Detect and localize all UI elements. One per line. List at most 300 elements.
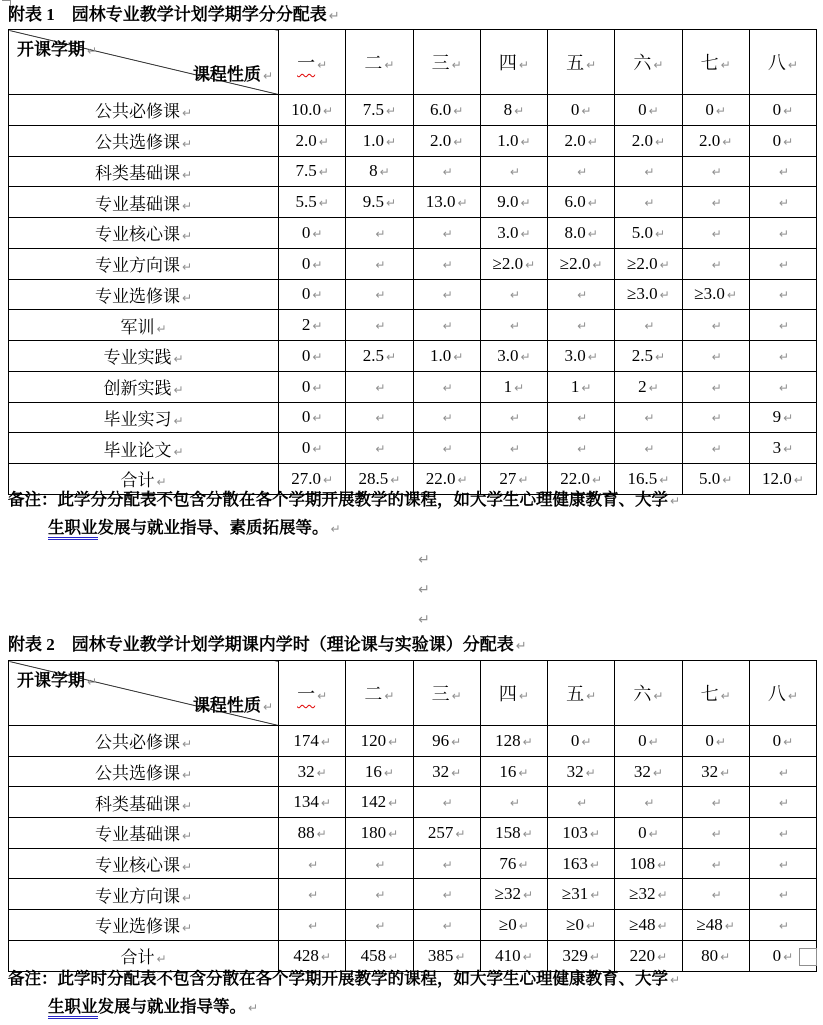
paragraph-mark-icon: ↵	[308, 857, 319, 872]
row-label-cell: 专业选修课 ↵	[9, 910, 279, 941]
paragraph-mark-icon: ↵	[711, 226, 722, 241]
paragraph-mark-icon: ↵	[711, 257, 722, 272]
row-label-cell: 科类基础课 ↵	[9, 156, 279, 187]
paragraph-mark-icon: ↵	[577, 165, 588, 180]
paragraph-mark-icon: ↵	[577, 319, 588, 334]
table-row	[9, 218, 817, 249]
value-cell: 0 ↵	[279, 341, 346, 372]
paragraph-mark-icon: ↵	[778, 380, 789, 395]
row-label-cell: 专业核心课 ↵	[9, 218, 279, 249]
empty-paragraph	[0, 575, 823, 605]
class-hours-distribution-table	[8, 660, 817, 972]
corner-top-label: 开课学期 ↵	[17, 40, 98, 59]
value-cell: 458 ↵	[346, 940, 413, 971]
paragraph-mark-icon: ↵	[451, 765, 462, 780]
row-label-cell: 公共必修课 ↵	[9, 95, 279, 126]
value-cell: 410 ↵	[480, 940, 547, 971]
paragraph-mark-icon: ↵	[312, 257, 323, 272]
value-cell	[682, 818, 749, 849]
value-cell: 9 ↵	[749, 402, 816, 433]
value-cell: 0 ↵	[749, 125, 816, 156]
paragraph-mark-icon: ↵	[385, 349, 397, 364]
paragraph-mark-icon: ↵	[181, 106, 193, 121]
paragraph-mark-icon: ↵	[375, 442, 386, 457]
paragraph-mark-icon: ↵	[262, 69, 273, 83]
value-cell: ≥3.0 ↵	[615, 279, 682, 310]
paragraph-mark-icon: ↵	[442, 380, 453, 395]
row-label-cell: 毕业论文 ↵	[9, 433, 279, 464]
value-cell	[413, 218, 480, 249]
paragraph-mark-icon: ↵	[181, 890, 193, 905]
paragraph-mark-icon: ↵	[320, 796, 331, 811]
paragraph-mark-icon: ↵	[711, 796, 722, 811]
value-cell: 158 ↵	[480, 818, 547, 849]
paragraph-mark-icon: ↵	[591, 472, 603, 487]
paragraph-mark-icon: ↵	[442, 411, 453, 426]
value-cell	[615, 310, 682, 341]
value-cell	[480, 156, 547, 187]
corner-bottom-label: 课程性质 ↵	[192, 65, 273, 84]
paragraph-mark-icon: ↵	[375, 857, 386, 872]
paragraph-mark-icon: ↵	[509, 319, 520, 334]
paragraph-mark-icon: ↵	[509, 288, 520, 303]
value-cell	[413, 156, 480, 187]
paragraph-mark-icon: ↵	[711, 411, 722, 426]
value-cell	[346, 879, 413, 910]
paragraph-mark-icon: ↵	[581, 380, 592, 395]
value-cell	[413, 310, 480, 341]
paragraph-mark-icon: ↵	[711, 319, 722, 334]
table2-note	[8, 966, 680, 1021]
paragraph-mark-icon: ↵	[711, 888, 722, 903]
table-row	[9, 756, 817, 787]
paragraph-mark-icon: ↵	[644, 442, 655, 457]
column-header-semester-8: 八 ↵	[749, 661, 816, 726]
value-cell	[682, 187, 749, 218]
paragraph-mark-icon: ↵	[711, 826, 722, 841]
value-cell	[682, 371, 749, 402]
paragraph-mark-icon: ↵	[514, 103, 525, 118]
table-row	[9, 310, 817, 341]
value-cell	[480, 402, 547, 433]
paragraph-mark-icon: ↵	[787, 689, 798, 703]
paragraph-mark-icon: ↵	[418, 612, 430, 628]
paragraph-mark-icon: ↵	[316, 826, 327, 841]
value-cell: ≥32 ↵	[615, 879, 682, 910]
paragraph-mark-icon: ↵	[652, 765, 663, 780]
row-label-cell: 专业方向课 ↵	[9, 879, 279, 910]
table-row	[9, 433, 817, 464]
grammar-underlined-text: 生职业	[48, 518, 98, 540]
paragraph-mark-icon: ↵	[453, 349, 464, 364]
paragraph-mark-icon: ↵	[518, 472, 529, 487]
paragraph-mark-icon: ↵	[778, 257, 789, 272]
value-cell: 32 ↵	[682, 756, 749, 787]
paragraph-mark-icon: ↵	[322, 103, 334, 118]
paragraph-mark-icon: ↵	[778, 888, 789, 903]
row-label-cell: 专业基础课 ↵	[9, 818, 279, 849]
value-cell: 2.5 ↵	[615, 341, 682, 372]
value-cell	[682, 310, 749, 341]
value-cell: ≥2.0 ↵	[480, 248, 547, 279]
paragraph-mark-icon: ↵	[587, 226, 598, 241]
value-cell: 1.0 ↵	[346, 125, 413, 156]
value-cell: 0 ↵	[279, 433, 346, 464]
paragraph-mark-icon: ↵	[659, 472, 670, 487]
paragraph-mark-icon: ↵	[181, 167, 193, 182]
paragraph-mark-icon: ↵	[778, 857, 789, 872]
value-cell: ≥3.0 ↵	[682, 279, 749, 310]
value-cell	[749, 341, 816, 372]
paragraph-mark-icon: ↵	[312, 319, 323, 334]
paragraph-mark-icon: ↵	[451, 734, 462, 749]
value-cell	[749, 787, 816, 818]
line-break-mark-icon: ↵	[670, 494, 681, 508]
paragraph-mark-icon: ↵	[659, 257, 670, 272]
value-cell: 8 ↵	[480, 95, 547, 126]
table-row	[9, 787, 817, 818]
paragraph-mark-icon: ↵	[783, 411, 794, 426]
paragraph-mark-icon: ↵	[388, 949, 399, 964]
value-cell	[548, 787, 615, 818]
paragraph-mark-icon: ↵	[451, 58, 462, 72]
value-cell	[749, 910, 816, 941]
paragraph-mark-icon: ↵	[312, 380, 323, 395]
value-cell	[749, 371, 816, 402]
paragraph-mark-icon: ↵	[173, 444, 184, 459]
paragraph-mark-icon: ↵	[181, 260, 193, 275]
paragraph-mark-icon: ↵	[585, 765, 596, 780]
value-cell: 32 ↵	[279, 756, 346, 787]
paragraph-mark-icon: ↵	[181, 768, 193, 783]
paragraph-mark-icon: ↵	[457, 472, 468, 487]
row-label-cell: 专业实践 ↵	[9, 341, 279, 372]
paragraph-mark-icon: ↵	[518, 857, 529, 872]
paragraph-mark-icon: ↵	[592, 257, 603, 272]
paragraph-mark-icon: ↵	[783, 949, 794, 964]
value-cell: 3.0 ↵	[480, 218, 547, 249]
paragraph-mark-icon: ↵	[518, 689, 529, 703]
paragraph-mark-icon: ↵	[181, 921, 193, 936]
value-cell: 9.0 ↵	[480, 187, 547, 218]
paragraph-mark-icon: ↵	[156, 952, 167, 967]
paragraph-mark-icon: ↵	[644, 796, 655, 811]
value-cell	[682, 787, 749, 818]
paragraph-mark-icon: ↵	[722, 134, 733, 149]
paragraph-mark-icon: ↵	[375, 319, 386, 334]
table-row	[9, 726, 817, 757]
row-label-cell: 合计 ↵	[9, 940, 279, 971]
paragraph-mark-icon: ↵	[375, 411, 386, 426]
paragraph-mark-icon: ↵	[577, 411, 588, 426]
column-header-semester-2: 二 ↵	[346, 661, 413, 726]
value-cell: 1 ↵	[480, 371, 547, 402]
paragraph-mark-icon: ↵	[523, 888, 534, 903]
paragraph-mark-icon: ↵	[156, 475, 167, 490]
paragraph-mark-icon: ↵	[173, 413, 184, 428]
paragraph-mark-icon: ↵	[778, 918, 789, 933]
paragraph-mark-icon: ↵	[778, 319, 789, 334]
paragraph-mark-icon: ↵	[379, 165, 390, 180]
empty-paragraph	[0, 545, 823, 575]
value-cell: 2.0 ↵	[279, 125, 346, 156]
grammar-underlined-text: 生职业	[48, 997, 98, 1019]
paragraph-mark-icon: ↵	[589, 857, 600, 872]
column-header-semester-6: 六 ↵	[615, 30, 682, 95]
value-cell: 6.0 ↵	[548, 187, 615, 218]
paragraph-mark-icon: ↵	[453, 103, 464, 118]
paragraph-mark-icon: ↵	[442, 888, 453, 903]
row-label-cell: 专业基础课 ↵	[9, 187, 279, 218]
value-cell	[682, 879, 749, 910]
paragraph-mark-icon: ↵	[156, 321, 167, 336]
column-header-semester-6: 六 ↵	[615, 661, 682, 726]
paragraph-mark-icon: ↵	[384, 689, 395, 703]
value-cell: 0 ↵	[749, 95, 816, 126]
table-row	[9, 341, 817, 372]
paragraph-mark-icon: ↵	[644, 319, 655, 334]
value-cell	[346, 433, 413, 464]
row-label-cell: 科类基础课 ↵	[9, 787, 279, 818]
value-cell: 0 ↵	[548, 95, 615, 126]
value-cell: 7.5 ↵	[346, 95, 413, 126]
value-cell: 5.5 ↵	[279, 187, 346, 218]
column-header-semester-3: 三 ↵	[413, 661, 480, 726]
line-break-mark-icon: ↵	[670, 973, 681, 987]
value-cell	[413, 279, 480, 310]
value-cell	[413, 910, 480, 941]
paragraph-mark-icon: ↵	[375, 888, 386, 903]
paragraph-mark-icon: ↵	[648, 734, 659, 749]
value-cell	[615, 187, 682, 218]
paragraph-mark-icon: ↵	[312, 411, 323, 426]
value-cell: 0 ↵	[682, 726, 749, 757]
paragraph-mark-icon: ↵	[330, 521, 341, 536]
paragraph-mark-icon: ↵	[577, 442, 588, 457]
header-row	[9, 661, 817, 726]
value-cell: 0 ↵	[682, 95, 749, 126]
paragraph-mark-icon: ↵	[711, 165, 722, 180]
value-cell	[615, 433, 682, 464]
value-cell: 16 ↵	[480, 756, 547, 787]
paragraph-mark-icon: ↵	[509, 442, 520, 457]
value-cell	[749, 248, 816, 279]
paragraph-mark-icon: ↵	[720, 765, 731, 780]
value-cell	[682, 248, 749, 279]
value-cell	[749, 756, 816, 787]
value-cell: 0 ↵	[279, 218, 346, 249]
value-cell: 32 ↵	[548, 756, 615, 787]
paragraph-mark-icon: ↵	[657, 949, 668, 964]
column-header-semester-5: 五 ↵	[548, 661, 615, 726]
paragraph-mark-icon: ↵	[783, 442, 794, 457]
row-label-cell: 专业方向课 ↵	[9, 248, 279, 279]
row-label-cell: 公共选修课 ↵	[9, 756, 279, 787]
paragraph-mark-icon: ↵	[657, 857, 668, 872]
column-header-semester-2: 二 ↵	[346, 30, 413, 95]
value-cell: 329 ↵	[548, 940, 615, 971]
paragraph-mark-icon: ↵	[173, 383, 184, 398]
paragraph-mark-icon: ↵	[87, 44, 98, 58]
paragraph-mark-icon: ↵	[520, 349, 531, 364]
paragraph-mark-icon: ↵	[375, 226, 386, 241]
paragraph-mark-icon: ↵	[316, 765, 327, 780]
paragraph-mark-icon: ↵	[589, 949, 600, 964]
table-row	[9, 187, 817, 218]
value-cell	[548, 402, 615, 433]
paragraph-mark-icon: ↵	[181, 860, 193, 875]
paragraph-mark-icon: ↵	[659, 288, 670, 303]
table-row	[9, 279, 817, 310]
paragraph-mark-icon: ↵	[388, 796, 399, 811]
paragraph-mark-icon: ↵	[383, 765, 394, 780]
value-cell	[480, 310, 547, 341]
value-cell	[413, 402, 480, 433]
value-cell	[749, 279, 816, 310]
paragraph-mark-icon: ↵	[518, 765, 529, 780]
paragraph-mark-icon: ↵	[384, 58, 395, 72]
paragraph-mark-icon: ↵	[654, 134, 666, 149]
paragraph-mark-icon: ↵	[318, 165, 329, 180]
table-row	[9, 95, 817, 126]
note-line-2: 生职业发展与就业指导、素质拓展等。 ↵	[48, 515, 680, 543]
value-cell	[682, 848, 749, 879]
value-cell	[279, 879, 346, 910]
paragraph-mark-icon: ↵	[375, 918, 386, 933]
table2-caption-text: 附表 2 园林专业教学计划学期课内学时（理论课与实验课）分配表	[8, 635, 514, 654]
value-cell: 8.0 ↵	[548, 218, 615, 249]
paragraph-mark-icon: ↵	[308, 918, 319, 933]
value-cell	[346, 371, 413, 402]
value-cell: 16 ↵	[346, 756, 413, 787]
value-cell: 8 ↵	[346, 156, 413, 187]
value-cell: 2.0 ↵	[682, 125, 749, 156]
paragraph-mark-icon: ↵	[442, 442, 453, 457]
paragraph-mark-icon: ↵	[181, 829, 193, 844]
value-cell: ≥48 ↵	[682, 910, 749, 941]
value-cell	[346, 848, 413, 879]
value-cell: ≥2.0 ↵	[548, 248, 615, 279]
value-cell: 0 ↵	[749, 726, 816, 757]
paragraph-mark-icon: ↵	[778, 288, 789, 303]
paragraph-mark-icon: ↵	[653, 58, 664, 72]
value-cell	[413, 787, 480, 818]
value-cell	[682, 433, 749, 464]
column-header-semester-8: 八 ↵	[749, 30, 816, 95]
value-cell: 10.0 ↵	[279, 95, 346, 126]
value-cell	[749, 818, 816, 849]
value-cell: 3 ↵	[749, 433, 816, 464]
value-cell: 134 ↵	[279, 787, 346, 818]
value-cell: 16.5 ↵	[615, 464, 682, 495]
row-label-cell: 专业选修课 ↵	[9, 279, 279, 310]
value-cell: 2 ↵	[615, 371, 682, 402]
value-cell	[346, 910, 413, 941]
column-header-semester-4: 四 ↵	[480, 661, 547, 726]
value-cell	[346, 310, 413, 341]
table-row	[9, 848, 817, 879]
paragraph-mark-icon: ↵	[390, 472, 401, 487]
value-cell: 22.0 ↵	[548, 464, 615, 495]
paragraph-mark-icon: ↵	[581, 103, 592, 118]
paragraph-mark-icon: ↵	[328, 9, 340, 24]
paragraph-mark-icon: ↵	[375, 257, 386, 272]
paragraph-mark-icon: ↵	[778, 796, 789, 811]
credit-distribution-table	[8, 29, 817, 495]
value-cell: 13.0 ↵	[413, 187, 480, 218]
paragraph-mark-icon: ↵	[181, 198, 193, 213]
paragraph-mark-icon: ↵	[388, 826, 399, 841]
value-cell	[346, 248, 413, 279]
value-cell: 220 ↵	[615, 940, 682, 971]
value-cell: 27 ↵	[480, 464, 547, 495]
paragraph-mark-icon: ↵	[442, 918, 453, 933]
paragraph-mark-icon: ↵	[442, 319, 453, 334]
table-row	[9, 818, 817, 849]
paragraph-mark-icon: ↵	[514, 380, 525, 395]
paragraph-mark-icon: ↵	[793, 472, 804, 487]
table-row	[9, 371, 817, 402]
paragraph-mark-icon: ↵	[308, 888, 319, 903]
value-cell: ≥31 ↵	[548, 879, 615, 910]
table1-caption-text: 附表 1 园林专业教学计划学期学分分配表	[8, 5, 327, 24]
value-cell: 6.0 ↵	[413, 95, 480, 126]
paragraph-mark-icon: ↵	[317, 689, 328, 703]
value-cell: 0 ↵	[548, 726, 615, 757]
value-cell	[548, 279, 615, 310]
value-cell: 2.0 ↵	[548, 125, 615, 156]
paragraph-mark-icon: ↵	[312, 226, 323, 241]
value-cell: 174 ↵	[279, 726, 346, 757]
value-cell	[548, 433, 615, 464]
table1-caption	[8, 2, 340, 30]
paragraph-mark-icon: ↵	[586, 689, 597, 703]
value-cell	[346, 218, 413, 249]
paragraph-mark-icon: ↵	[657, 918, 668, 933]
empty-paragraphs	[0, 545, 823, 635]
column-header-semester-5: 五 ↵	[548, 30, 615, 95]
paragraph-mark-icon: ↵	[586, 58, 597, 72]
paragraph-mark-icon: ↵	[654, 226, 666, 241]
paragraph-mark-icon: ↵	[587, 134, 598, 149]
value-cell	[279, 848, 346, 879]
value-cell	[480, 279, 547, 310]
paragraph-mark-icon: ↵	[442, 857, 453, 872]
value-cell: 80 ↵	[682, 940, 749, 971]
paragraph-mark-icon: ↵	[418, 582, 430, 598]
paragraph-mark-icon: ↵	[644, 165, 655, 180]
paragraph-mark-icon: ↵	[455, 826, 466, 841]
paragraph-mark-icon: ↵	[520, 134, 531, 149]
paragraph-mark-icon: ↵	[715, 734, 726, 749]
column-header-semester-3: 三 ↵	[413, 30, 480, 95]
value-cell	[682, 402, 749, 433]
corner-bottom-label: 课程性质 ↵	[192, 696, 273, 715]
value-cell: 428 ↵	[279, 940, 346, 971]
paragraph-mark-icon: ↵	[181, 229, 193, 244]
paragraph-mark-icon: ↵	[581, 734, 592, 749]
value-cell: 88 ↵	[279, 818, 346, 849]
value-cell	[346, 402, 413, 433]
row-label-cell: 军训 ↵	[9, 310, 279, 341]
value-cell: 385 ↵	[413, 940, 480, 971]
paragraph-mark-icon: ↵	[451, 689, 462, 703]
table2-caption	[8, 632, 527, 660]
paragraph-mark-icon: ↵	[657, 888, 668, 903]
value-cell: 0 ↵	[615, 818, 682, 849]
diagonal-header-cell	[9, 30, 279, 95]
value-cell: 28.5 ↵	[346, 464, 413, 495]
